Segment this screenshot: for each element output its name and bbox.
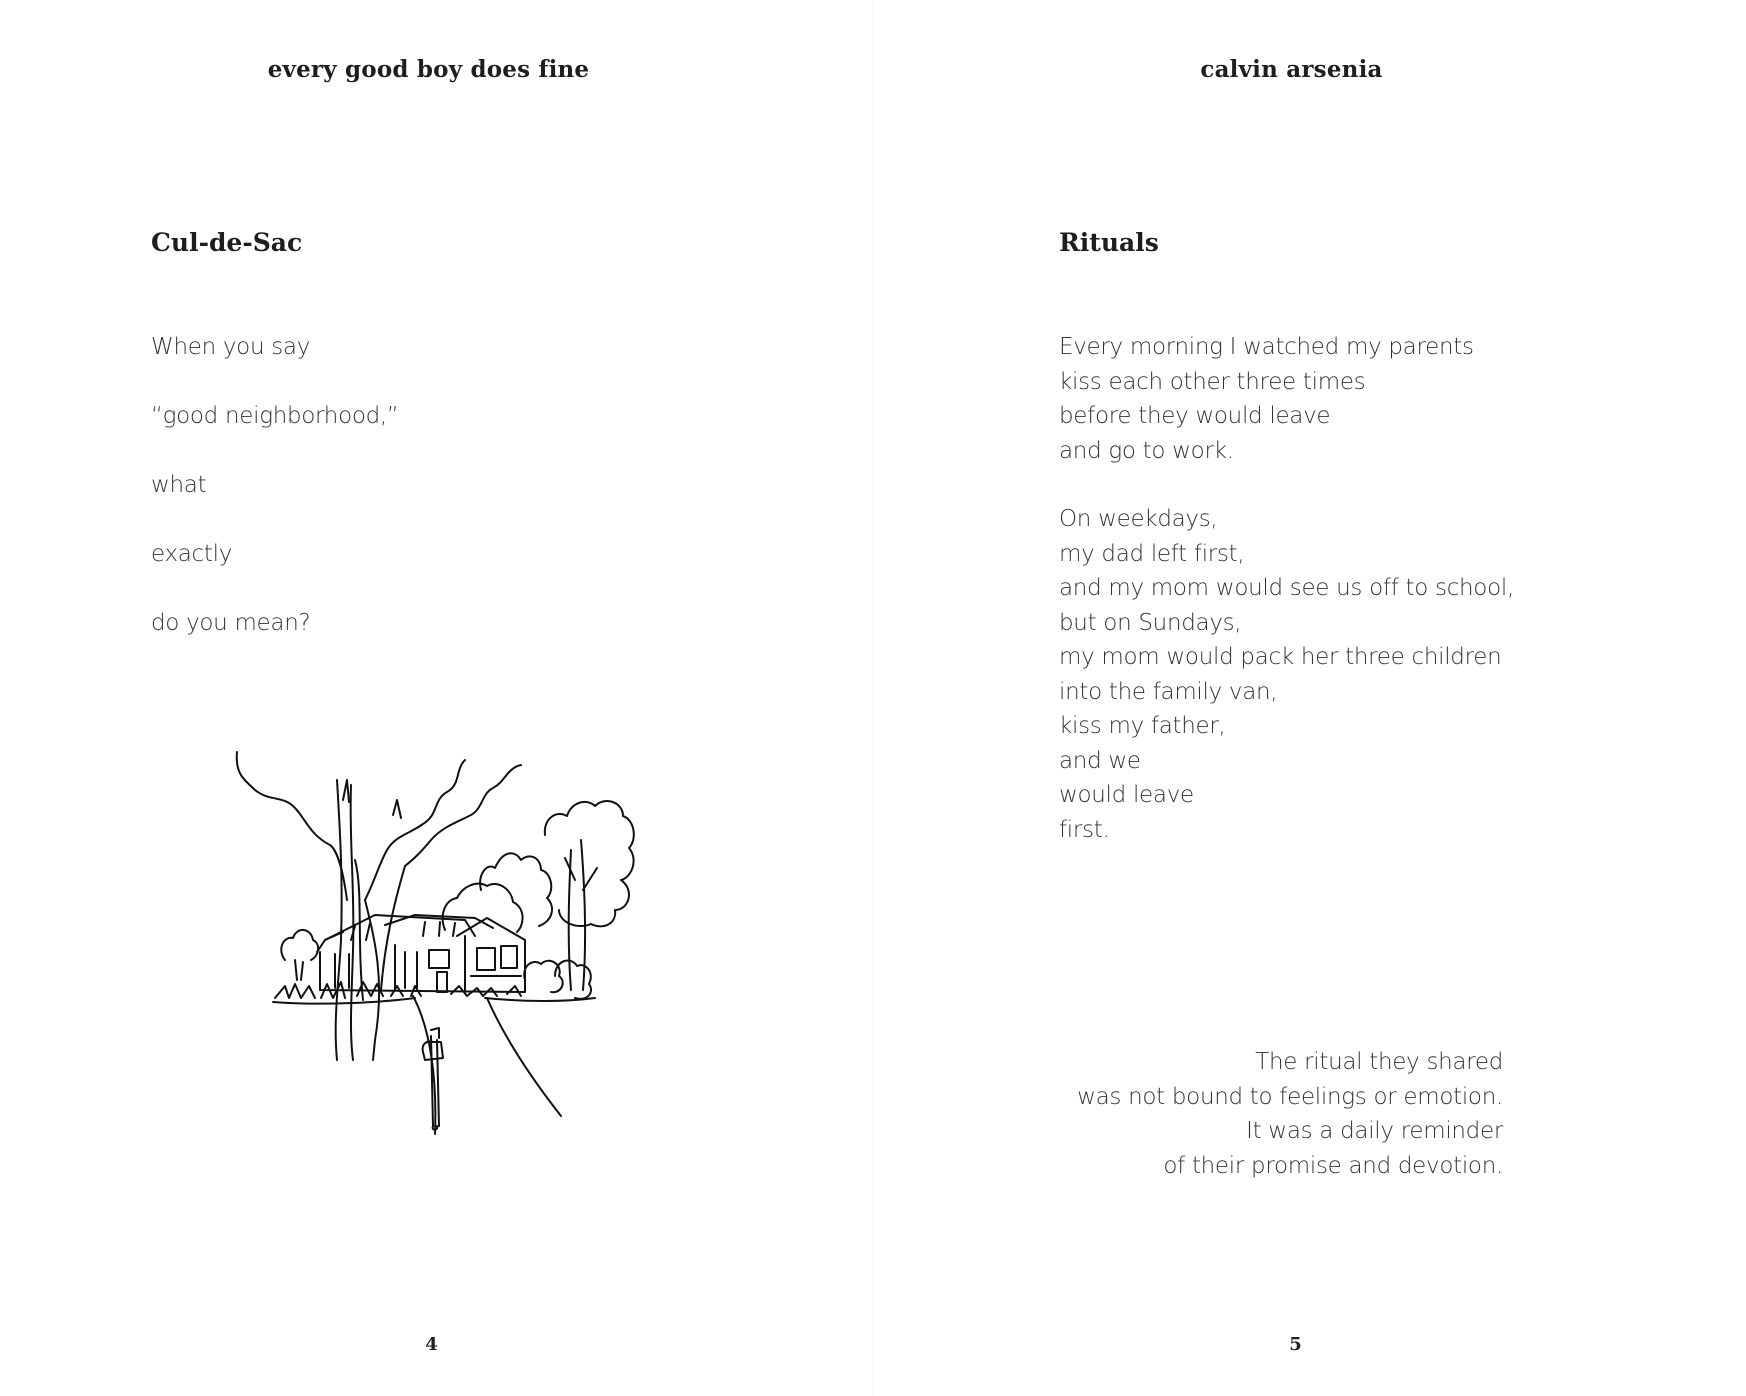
page-number-text: 4: [425, 1334, 438, 1355]
poem-line: before they would leave: [1059, 403, 1331, 429]
poem-line: and we: [1059, 747, 1141, 774]
poem-line: of their promise and devotion.: [1163, 1152, 1503, 1179]
running-head-text: every good boy does fine: [267, 56, 590, 83]
poem-line: do you mean?: [151, 610, 311, 636]
poem-line: “good neighborhood,”: [151, 403, 399, 429]
poem-stanza-1: [1059, 330, 1474, 468]
poem-stanza-3: [1077, 1045, 1503, 1183]
poem-body-cul-de-sac: [151, 330, 399, 675]
page-number-text: 5: [1289, 1334, 1302, 1355]
running-head-text: calvin arsenia: [1200, 56, 1383, 83]
poem-line: into the family van,: [1059, 678, 1278, 705]
poem-line: When you say: [151, 334, 311, 360]
poem-line: kiss my father,: [1059, 713, 1226, 739]
poem-title-cul-de-sac: Cul-de-Sac: [151, 228, 303, 257]
page-number: [0, 1334, 873, 1355]
page-number: [873, 1334, 1746, 1355]
poem-line: was not bound to feelings or emotion.: [1077, 1083, 1503, 1110]
running-head-author: [873, 56, 1746, 83]
poem-line: my mom would pack her three children: [1059, 644, 1502, 670]
poem-line: and go to work.: [1059, 437, 1234, 464]
running-head-book-title: [0, 56, 873, 83]
poem-line: The ritual they shared: [1255, 1049, 1503, 1075]
poem-line: Every morning I watched my parents: [1059, 334, 1474, 360]
poem-line: first.: [1059, 816, 1110, 843]
poem-line: exactly: [151, 541, 233, 567]
poem-title-rituals: Rituals: [1059, 228, 1159, 257]
poem-line: and my mom would see us off to school,: [1059, 575, 1514, 601]
poem-line: It was a daily reminder: [1246, 1118, 1503, 1144]
poem-line: my dad left first,: [1059, 540, 1245, 567]
poem-line: kiss each other three times: [1059, 368, 1366, 395]
poem-stanza-2: [1059, 502, 1514, 847]
house-with-trees-drawing-icon: [225, 740, 675, 1160]
poem-line: but on Sundays,: [1059, 609, 1242, 636]
poem-line: On weekdays,: [1059, 506, 1218, 532]
poem-line: what: [151, 472, 207, 498]
right-page: [873, 0, 1746, 1396]
poem-line: would leave: [1059, 782, 1194, 808]
